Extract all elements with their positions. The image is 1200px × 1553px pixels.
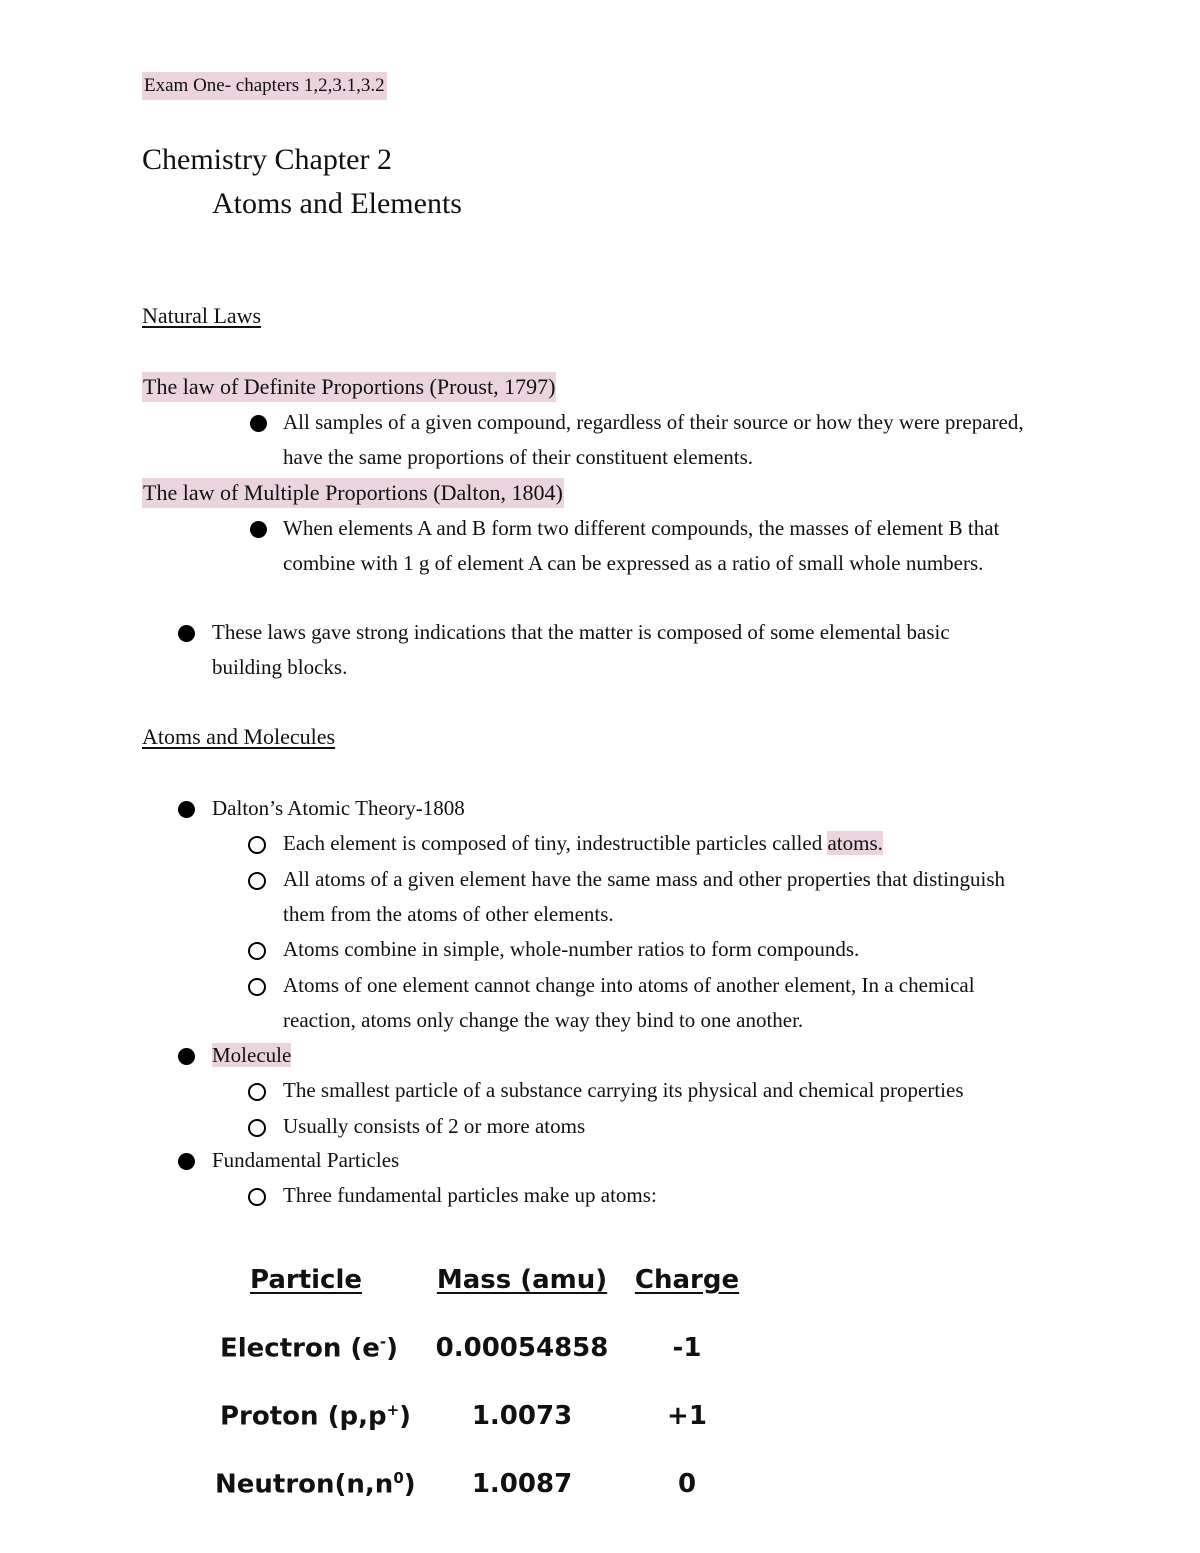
dalton-point-4-line1: Atoms of one element cannot change into atoms of another element, In a chemical <box>283 973 975 997</box>
table-row-neutron-mass: 1.0087 <box>471 1469 573 1499</box>
hollow-bullet-icon <box>248 1119 266 1137</box>
page-subtitle: Atoms and Elements <box>212 187 462 220</box>
hollow-bullet-icon <box>248 942 266 960</box>
page-title: Chemistry Chapter 2 <box>142 143 392 176</box>
filled-bullet-icon <box>250 415 267 432</box>
dalton-point-2-line1: All atoms of a given element have the same mass and other properties that distinguish <box>283 867 1005 891</box>
table-row-proton-name: Proton (p,p+) <box>220 1401 412 1432</box>
highlighted-term-atoms: atoms. <box>827 831 883 855</box>
law-multiple-proportions-title: The law of Multiple Proportions (Dalton, 1804) <box>142 478 564 508</box>
fundamental-point-1: Three fundamental particles make up atoms: <box>283 1183 657 1207</box>
filled-bullet-icon <box>178 801 195 818</box>
law2-text-line2: combine with 1 g of element A can be expressed as a ratio of small whole numbers. <box>283 551 984 575</box>
fundamental-particles-title: Fundamental Particles <box>212 1148 400 1172</box>
table-header-mass: Mass (amu) <box>436 1265 608 1295</box>
table-header-particle: Particle <box>249 1265 363 1295</box>
table-header-charge: Charge <box>634 1265 740 1295</box>
law2-text-line1: When elements A and B form two different compounds, the masses of element B that <box>283 516 1000 540</box>
table-row-neutron-name: $Neutron(n,n^0)$ <box>215 1469 416 1500</box>
table-row-electron-name: Electron (e-) <box>220 1333 399 1364</box>
law-definite-proportions-title: The law of Definite Proportions (Proust, 1797) <box>142 372 556 402</box>
hollow-bullet-icon <box>248 836 266 854</box>
law1-text-line2: have the same proportions of their constituent elements. <box>283 445 754 469</box>
dalton-point-3: Atoms combine in simple, whole-number ratios to form compounds. <box>283 937 860 961</box>
table-row-neutron-charge: 0 <box>677 1469 697 1499</box>
laws-summary-line1: These laws gave strong indications that the matter is composed of some elemental basic <box>212 620 950 644</box>
dalton-point-1: Each element is composed of tiny, indestructible particles called atoms. <box>283 831 883 855</box>
section-heading-atoms-molecules: Atoms and Molecules <box>142 724 336 749</box>
dalton-point-4-line2: reaction, atoms only change the way they bind to one another. <box>283 1008 804 1032</box>
exam-note: Exam One- chapters 1,2,3.1,3.2 <box>142 72 387 100</box>
filled-bullet-icon <box>250 521 267 538</box>
hollow-bullet-icon <box>248 1188 266 1206</box>
hollow-bullet-icon <box>248 872 266 890</box>
filled-bullet-icon <box>178 625 195 642</box>
molecule-point-2: Usually consists of 2 or more atoms <box>283 1114 586 1138</box>
hollow-bullet-icon <box>248 978 266 996</box>
filled-bullet-icon <box>178 1048 195 1065</box>
table-row-proton-charge: +1 <box>667 1401 707 1431</box>
section-heading-natural-laws: Natural Laws <box>142 303 262 328</box>
dalton-theory-title: Dalton’s Atomic Theory-1808 <box>212 796 465 820</box>
molecule-title: Molecule <box>212 1043 292 1067</box>
filled-bullet-icon <box>178 1153 195 1170</box>
laws-summary-line2: building blocks. <box>212 655 348 679</box>
table-row-electron-charge: -1 <box>672 1333 702 1363</box>
hollow-bullet-icon <box>248 1083 266 1101</box>
molecule-point-1: The smallest particle of a substance carrying its physical and chemical properties <box>283 1078 964 1102</box>
dalton-point-2-line2: them from the atoms of other elements. <box>283 902 614 926</box>
table-row-proton-mass: 1.0073 <box>471 1401 573 1431</box>
law1-text-line1: All samples of a given compound, regardless of their source or how they were prepared, <box>283 410 1024 434</box>
table-row-electron-mass: 0.00054858 <box>435 1333 609 1363</box>
